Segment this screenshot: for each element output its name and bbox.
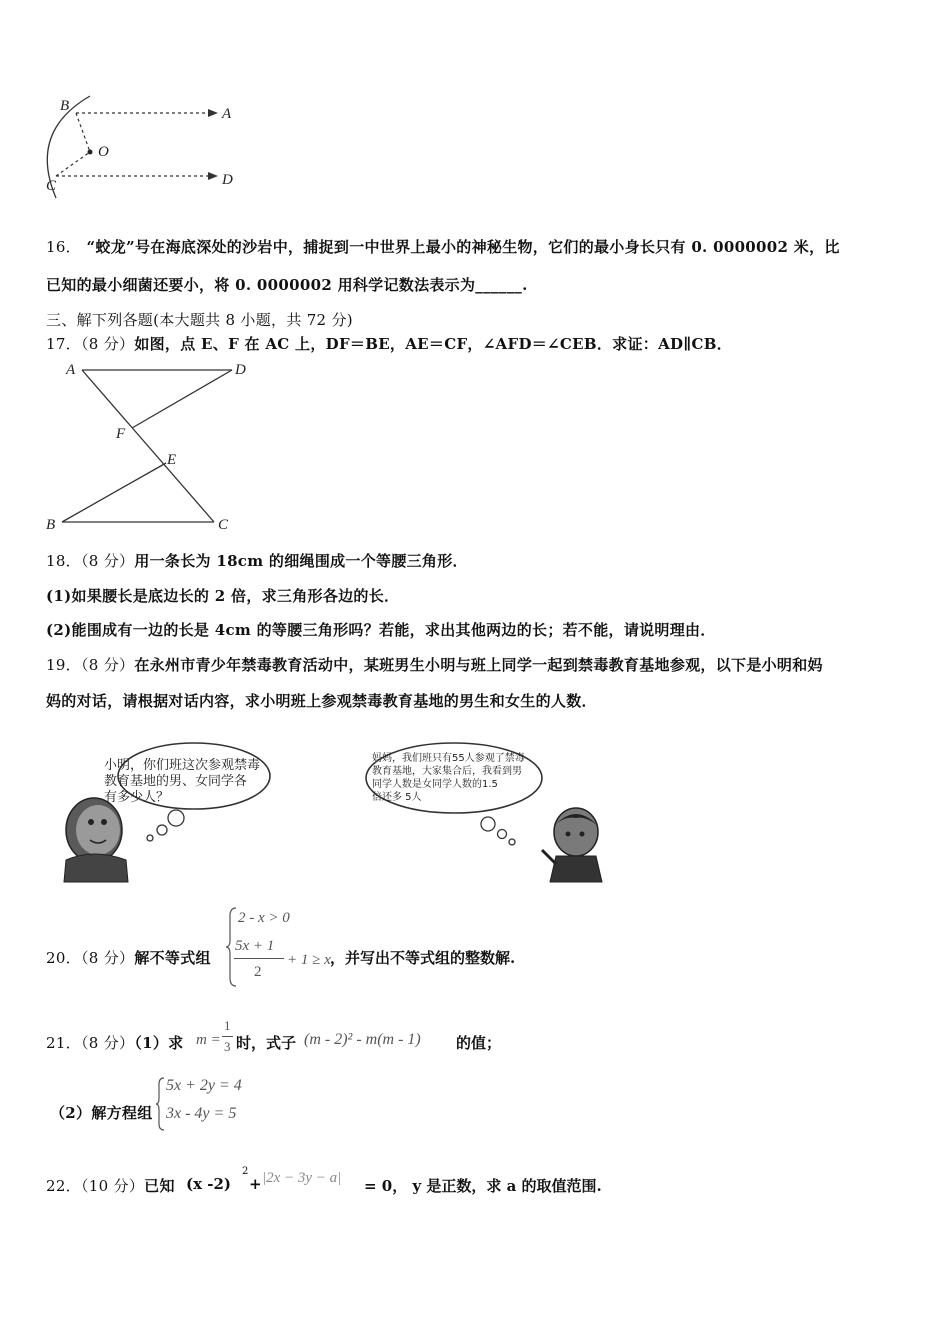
seg-bo <box>76 113 90 152</box>
q16-number: 16． <box>46 238 81 256</box>
q20-ineq1: 2 - x > 0 <box>238 910 290 926</box>
q22-pre: 已知 <box>144 1177 175 1195</box>
q21-eq2: 3x - 4y = 5 <box>166 1105 237 1122</box>
q16-text-line2: 已知的最小细菌还要小，将 0. 0000002 用科学记数法表示为______. <box>46 276 528 294</box>
q17-line <box>46 333 732 354</box>
arrow-d <box>208 172 218 180</box>
q21-line2: （2）解方程组 <box>50 1104 153 1122</box>
q21-frac-num: 1 <box>224 1018 231 1033</box>
label-o: O <box>98 144 109 160</box>
bubble-left-line: 有多少人？ <box>104 790 170 805</box>
q20-number: 20． <box>46 949 81 967</box>
dialog-illustration <box>46 730 616 890</box>
q19-score: （8 分） <box>81 656 135 674</box>
section-heading: 三、解下列各题(本大题共 8 小题，共 72 分) <box>46 311 353 329</box>
q19-line2: 妈的对话，请根据对话内容，求小明班上参观禁毒教育基地的男生和女生的人数． <box>46 692 597 710</box>
q21-p1-mid: 时，式子 <box>236 1034 297 1052</box>
q22-number: 22． <box>46 1177 81 1195</box>
seg-be <box>62 463 166 522</box>
q20-ineq2-rest: + 1 ≥ x <box>287 952 331 968</box>
q17-number: 17． <box>46 335 81 353</box>
bubble-left-line: 教育基地的男、女同学各 <box>104 774 248 789</box>
q22-abs: |2x − 3y − a| <box>262 1170 342 1186</box>
q17-score: （8 分） <box>81 335 135 353</box>
bubble-right-line: 同学人数是女同学人数的1.5 <box>372 779 498 790</box>
bubble-dot <box>147 835 153 841</box>
q20-frac-den: 2 <box>254 964 262 980</box>
label-a: A <box>66 362 76 378</box>
label-b: B <box>60 98 70 114</box>
q18-text: 用一条长为 18cm 的细绳围成一个等腰三角形． <box>134 552 468 570</box>
label-c: C <box>218 517 229 533</box>
bubble-left-text <box>104 758 260 806</box>
q21-frac-den: 3 <box>224 1039 231 1054</box>
q22-base: (x -2) <box>186 1175 232 1193</box>
q21-number: 21． <box>46 1034 81 1052</box>
label-f: F <box>116 426 126 442</box>
q21-score: （8 分） <box>81 1034 135 1052</box>
q19-line1 <box>46 654 823 675</box>
label-a: A <box>222 106 232 122</box>
q20-line <box>46 947 211 968</box>
q21-expr: (m - 2)² - m(m - 1) <box>304 1031 421 1048</box>
q19-text-line1: 在永州市青少年禁毒教育活动中，某班男生小明与班上同学一起到禁毒教育基地参观，以下是小明和妈 <box>134 656 823 674</box>
q21-p1-pre: （1）求 <box>134 1034 184 1052</box>
q21-p1-post: 的值； <box>456 1034 502 1052</box>
bubble-left-line: 小明，你们班这次参观禁毒 <box>104 758 261 773</box>
q21-brace <box>156 1076 166 1132</box>
bubble-right-text <box>372 752 525 804</box>
q21-eq1: 5x + 2y = 4 <box>166 1077 242 1094</box>
seg-df <box>132 370 232 428</box>
label-e: E <box>167 452 177 468</box>
q20-frac-bar <box>234 958 284 959</box>
q21-line1 <box>46 1032 183 1053</box>
mother-figure <box>64 798 128 882</box>
q22-sup: 2 <box>242 1166 249 1177</box>
q18-score: （8 分） <box>81 552 135 570</box>
bubble-dot <box>168 810 184 826</box>
q22-plus: + <box>249 1175 262 1193</box>
q19-number: 19． <box>46 656 81 674</box>
q20-score: （8 分） <box>81 949 135 967</box>
bubble-right-line: 妈妈，我们班只有55人参观了禁毒 <box>372 753 525 764</box>
arrow-a <box>208 109 218 117</box>
q18-part1: (1)如果腰长是底边长的 2 倍，求三角形各边的长． <box>46 587 400 605</box>
q22-post: = 0， y 是正数，求 a 的取值范围. <box>364 1177 602 1195</box>
label-d: D <box>222 172 233 188</box>
label-c: C <box>46 178 57 194</box>
q17-text: 如图，点 E、F 在 AC 上，DF＝BE，AE＝CF，∠AFD＝∠CEB．求证：AD∥CB． <box>134 335 733 353</box>
bubble-right-line: 教育基地，大家集合后，我看到男 <box>372 766 522 777</box>
figure-q17 <box>40 358 260 538</box>
q22-line <box>46 1175 175 1196</box>
q18-number: 18． <box>46 552 81 570</box>
bubble-dot <box>481 817 495 831</box>
q20-pre: 解不等式组 <box>134 949 211 967</box>
label-d: D <box>235 362 246 378</box>
bubble-right-line: 倍还多 5人 <box>372 792 422 803</box>
q22-score: （10 分） <box>81 1177 145 1195</box>
figure-arc-rays <box>38 92 248 202</box>
point-o <box>88 150 93 155</box>
q18-line <box>46 550 468 571</box>
seg-co <box>56 152 90 176</box>
bubble-dot <box>157 825 167 835</box>
label-b: B <box>46 517 56 533</box>
q18-part2: (2)能围成有一边的长是 4cm 的等腰三角形吗？若能，求出其他两边的长；若不能，请说明理由． <box>46 621 716 639</box>
q16-text-line1: “蛟龙”号在海底深处的沙岩中，捕捉到一中世界上最小的神秘生物，它们的最小身长只有 0. 0000002 米，比 <box>86 238 840 256</box>
q16-line2 <box>46 274 528 295</box>
q20-post: ，并写出不等式组的整数解. <box>330 949 516 967</box>
q16-line1 <box>46 236 840 257</box>
bubble-dot <box>509 839 515 845</box>
bubble-dot <box>498 830 507 839</box>
q20-frac-num: 5x + 1 <box>235 938 275 954</box>
q21-frac-bar <box>222 1036 233 1037</box>
q21-m-eq: m = <box>196 1032 221 1048</box>
boy-figure <box>542 808 602 882</box>
